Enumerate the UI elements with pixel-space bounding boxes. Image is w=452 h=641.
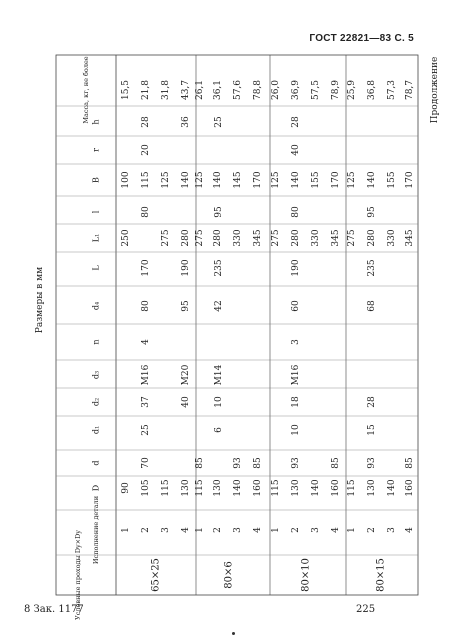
row4-0-d3: M20	[181, 364, 191, 386]
span-3-L: 235	[367, 259, 377, 277]
cell-0-1-mass: 21,8	[141, 79, 151, 101]
cell-1-3-B: 170	[253, 171, 263, 189]
cell-3-1-d: 93	[367, 457, 377, 469]
column-header-n: n	[91, 339, 101, 345]
page-number: 225	[356, 604, 376, 615]
span-0-d: 70	[141, 457, 151, 469]
group-name-1: 80×6	[223, 561, 235, 589]
column-header-L: L	[91, 265, 101, 271]
document-header: ГОСТ 22821—83 С. 5	[309, 33, 414, 44]
cell-2-3-version: 4	[331, 527, 341, 533]
cell-2-2-L1: 330	[311, 229, 321, 247]
span-2-n: 3	[291, 339, 301, 345]
cell-0-0-L1: 250	[121, 229, 131, 247]
cell-1-0-d: 85	[195, 457, 205, 469]
row4-0-d4: 95	[181, 300, 191, 312]
cell-2-1-d: 93	[291, 457, 301, 469]
cell-1-0-mass: 26,1	[195, 79, 205, 101]
span-3-l: 95	[367, 206, 377, 218]
span-2-d1: 10	[291, 424, 301, 436]
group-name-3: 80×15	[375, 558, 387, 592]
cell-1-3-L1: 345	[253, 229, 263, 247]
cell-0-0-B: 100	[121, 171, 131, 189]
span-0-L: 170	[141, 259, 151, 277]
cell-2-3-D: 160	[331, 479, 341, 497]
cell-3-0-D: 115	[347, 479, 357, 497]
cell-3-0-version: 1	[347, 527, 357, 533]
span-2-r: 40	[291, 144, 301, 156]
cell-2-0-version: 1	[271, 527, 281, 533]
cell-0-3-L1: 280	[181, 229, 191, 247]
cell-0-3-B: 140	[181, 171, 191, 189]
column-header-version: Исполнение детали	[92, 495, 100, 565]
column-header-l: l	[91, 210, 101, 214]
cell-2-3-B: 170	[331, 171, 341, 189]
span-0-d1: 25	[141, 424, 151, 436]
span-2-h: 28	[291, 116, 301, 128]
column-header-d1: d₁	[91, 425, 101, 435]
cell-3-3-mass: 78,7	[405, 79, 415, 101]
cell-3-1-version: 2	[367, 527, 377, 533]
cell-3-0-L1: 275	[347, 229, 357, 247]
cell-0-3-version: 4	[181, 527, 191, 533]
cell-2-2-version: 3	[311, 527, 321, 533]
cell-2-0-mass: 26,0	[271, 79, 281, 101]
span-3-d4: 68	[367, 300, 377, 312]
cell-0-2-B: 125	[161, 171, 171, 189]
span-2-L: 190	[291, 259, 301, 277]
span-0-r: 20	[141, 144, 151, 156]
cell-2-0-B: 125	[271, 171, 281, 189]
cell-2-0-L1: 275	[271, 229, 281, 247]
stray-dot	[232, 632, 235, 635]
cell-1-3-version: 4	[253, 527, 263, 533]
span-0-n: 4	[141, 339, 151, 345]
span-1-d4: 42	[214, 300, 224, 312]
cell-1-2-L1: 330	[233, 229, 243, 247]
cell-1-2-B: 145	[233, 171, 243, 189]
row4-0-L: 190	[181, 259, 191, 277]
cell-3-0-mass: 25,9	[347, 79, 357, 101]
column-header-d3: d₃	[91, 370, 101, 380]
cell-0-3-mass: 43,7	[181, 79, 191, 101]
row4-0-h: 36	[181, 116, 191, 128]
span-1-L: 235	[214, 259, 224, 277]
cell-3-3-D: 160	[405, 479, 415, 497]
span-2-d2: 18	[291, 396, 301, 408]
cell-3-2-B: 155	[387, 171, 397, 189]
cell-2-2-D: 140	[311, 479, 321, 497]
cell-0-0-mass: 15,5	[121, 79, 131, 101]
sizes-label: Размеры в мм	[35, 266, 45, 334]
span-3-d1: 15	[367, 424, 377, 436]
span-2-d4: 60	[291, 300, 301, 312]
cell-3-2-version: 3	[387, 527, 397, 533]
column-header-B: B	[91, 177, 101, 183]
cell-3-2-L1: 330	[387, 229, 397, 247]
cell-1-3-D: 160	[253, 479, 263, 497]
cell-1-2-version: 3	[233, 527, 243, 533]
cell-2-3-mass: 78,9	[331, 79, 341, 101]
span-0-d3: M16	[141, 364, 151, 386]
cell-1-0-D: 115	[195, 479, 205, 497]
cell-2-1-L1: 280	[291, 229, 301, 247]
cell-3-0-B: 125	[347, 171, 357, 189]
cell-0-1-B: 115	[141, 171, 151, 189]
cell-2-1-version: 2	[291, 527, 301, 533]
cell-2-3-d: 85	[331, 457, 341, 469]
span-0-l: 80	[141, 206, 151, 218]
cell-2-1-D: 130	[291, 479, 301, 497]
cell-1-1-D: 130	[213, 479, 223, 497]
column-header-mass: Масса, кг, не более	[82, 56, 90, 124]
span-0-d2: 37	[141, 396, 151, 408]
column-header-h: h	[91, 119, 101, 125]
cell-1-2-D: 140	[233, 479, 243, 497]
cell-3-3-L1: 345	[405, 229, 415, 247]
column-header-nominal: Условные проходы Dy×Dy	[74, 530, 82, 620]
cell-3-2-D: 140	[387, 479, 397, 497]
cell-2-1-mass: 36,9	[291, 79, 301, 101]
cell-3-1-B: 140	[367, 171, 377, 189]
span-1-d1: 6	[214, 427, 224, 433]
cell-1-3-mass: 78,8	[253, 79, 263, 101]
cell-2-2-mass: 57,5	[311, 79, 321, 101]
cell-0-0-version: 1	[121, 527, 131, 533]
group-name-2: 80×10	[300, 558, 312, 592]
cell-3-3-d: 85	[405, 457, 415, 469]
column-header-D: D	[91, 484, 101, 492]
column-header-r: r	[91, 148, 101, 152]
cell-0-1-version: 2	[141, 527, 151, 533]
cell-0-2-version: 3	[161, 527, 171, 533]
cell-1-0-L1: 275	[195, 229, 205, 247]
span-2-l: 80	[291, 206, 301, 218]
cell-1-0-version: 1	[195, 527, 205, 533]
cell-2-2-B: 155	[311, 171, 321, 189]
cell-0-2-D: 115	[161, 479, 171, 497]
cell-0-2-mass: 31,8	[161, 79, 171, 101]
cell-0-0-D: 90	[121, 482, 131, 494]
span-0-d4: 80	[141, 300, 151, 312]
cell-1-1-version: 2	[213, 527, 223, 533]
cell-1-1-L1: 280	[213, 229, 223, 247]
cell-1-0-B: 125	[195, 171, 205, 189]
column-header-L1: L₁	[91, 233, 101, 243]
span-1-l: 95	[214, 206, 224, 218]
cell-1-3-d: 85	[253, 457, 263, 469]
row4-0-d2: 40	[181, 396, 191, 408]
cell-3-3-B: 170	[405, 171, 415, 189]
cell-2-3-L1: 345	[331, 229, 341, 247]
span-1-d2: 10	[214, 396, 224, 408]
cell-3-2-mass: 57,3	[387, 79, 397, 101]
cell-0-3-D: 130	[181, 479, 191, 497]
cell-3-1-mass: 36,8	[367, 79, 377, 101]
cell-3-3-version: 4	[405, 527, 415, 533]
cell-0-1-D: 105	[141, 479, 151, 497]
column-header-d: d	[91, 460, 101, 466]
cell-2-1-B: 140	[291, 171, 301, 189]
span-3-d2: 28	[367, 396, 377, 408]
span-2-d3: M16	[291, 364, 301, 386]
cell-1-2-d: 93	[233, 457, 243, 469]
cell-1-1-B: 140	[213, 171, 223, 189]
cell-1-2-mass: 57,6	[233, 79, 243, 101]
group-name-0: 65×25	[150, 558, 162, 592]
cell-2-0-D: 115	[271, 479, 281, 497]
span-1-d3: M14	[214, 364, 224, 386]
column-header-d2: d₂	[91, 397, 101, 407]
cell-0-2-L1: 275	[161, 229, 171, 247]
footer-order: 8 Зак. 1177	[24, 604, 84, 615]
cell-3-1-D: 130	[367, 479, 377, 497]
cell-3-1-L1: 280	[367, 229, 377, 247]
continuation-label: Продолжение	[430, 56, 440, 124]
cell-1-1-mass: 36,1	[213, 79, 223, 101]
column-header-d4: d₄	[91, 301, 101, 311]
span-0-h: 28	[141, 116, 151, 128]
span-1-h: 25	[214, 116, 224, 128]
